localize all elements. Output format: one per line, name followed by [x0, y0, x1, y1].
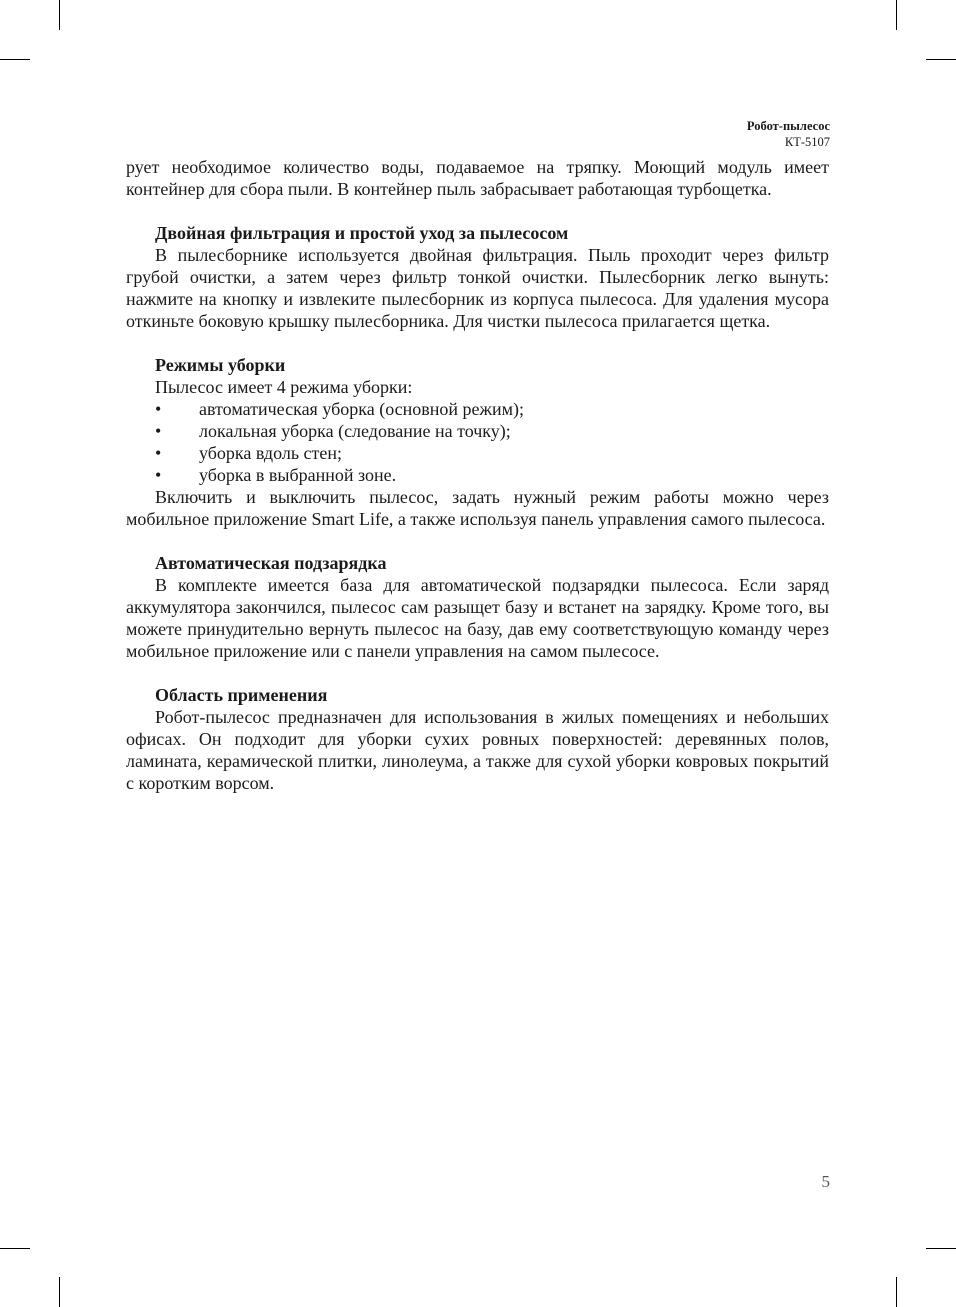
crop-mark-bottom-left	[59, 1277, 60, 1307]
section-text-charging: В комплекте имеется база для автоматической подзарядки пылесоса. Если заряд аккумулятора закончился, пылесос сам разыщет базу и встанет на зарядку. Кроме того, вы можете принудительно вернуть пылесос на базу, дав ему соответствующую команду через мобильное приложение или с панели управления на самом пылесосе.	[126, 575, 829, 661]
intro-paragraph: рует необходимое количество воды, подаваемое на тряпку. Моющий модуль имеет контейнер для сбора пыли. В контейнер пыль забрасывает работающая турбощетка.	[126, 157, 829, 199]
section-heading-modes: Режимы уборки	[155, 355, 286, 375]
crop-mark-left-bottom	[0, 1248, 30, 1249]
header-model: КТ-5107	[784, 135, 830, 149]
bullet-icon: •	[155, 399, 162, 419]
section-heading-application: Область применения	[155, 685, 328, 705]
section-text-modes: Включить и выключить пылесос, задать нужный режим работы можно через мобильное приложение Smart Life, а также используя панель управления самого пылесоса.	[126, 487, 829, 529]
section-lead-modes: Пылесос имеет 4 режима уборки:	[155, 377, 413, 397]
modes-list	[126, 398, 829, 486]
list-item: • автоматическая уборка (основной режим);	[155, 399, 524, 419]
crop-mark-top-left	[59, 0, 60, 30]
list-item: • локальная уборка (следование на точку);	[155, 421, 511, 441]
list-item: • уборка в выбранной зоне.	[155, 465, 397, 485]
section-heading-charging: Автоматическая подзарядка	[155, 553, 387, 573]
crop-mark-right-top	[926, 59, 956, 60]
list-item: • уборка вдоль стен;	[155, 443, 343, 463]
section-text-application: Робот-пылесос предназначен для использования в жилых помещениях и небольших офисах. Он подходит для уборки сухих ровных поверхностей: деревянных полов, ламината, керамической плитки, линолеума, а также для сухой уборки ковровых покрытий с коротким ворсом.	[126, 707, 829, 793]
running-header	[747, 118, 830, 150]
crop-mark-bottom-right	[896, 1277, 897, 1307]
header-title: Робот-пылесос	[746, 119, 830, 133]
crop-mark-left-top	[0, 59, 30, 60]
page-body	[126, 156, 829, 794]
section-heading-filtration: Двойная фильтрация и простой уход за пылесосом	[155, 223, 569, 243]
section-text-filtration: В пылесборнике используется двойная фильтрация. Пыль проходит через фильтр грубой очистки, а затем через фильтр тонкой очистки. Пылесборник легко вынуть: нажмите на кнопку и извлеките пылесборник из корпуса пылесоса. Для удаления мусора откиньте боковую крышку пылесборника. Для чистки пылесоса прилагается щетка.	[126, 245, 829, 331]
bullet-icon: •	[155, 465, 162, 485]
page-number: 5	[821, 1172, 830, 1191]
crop-mark-right-bottom	[926, 1248, 956, 1249]
bullet-icon: •	[155, 421, 162, 441]
crop-mark-top-right	[896, 0, 897, 30]
bullet-icon: •	[155, 443, 162, 463]
